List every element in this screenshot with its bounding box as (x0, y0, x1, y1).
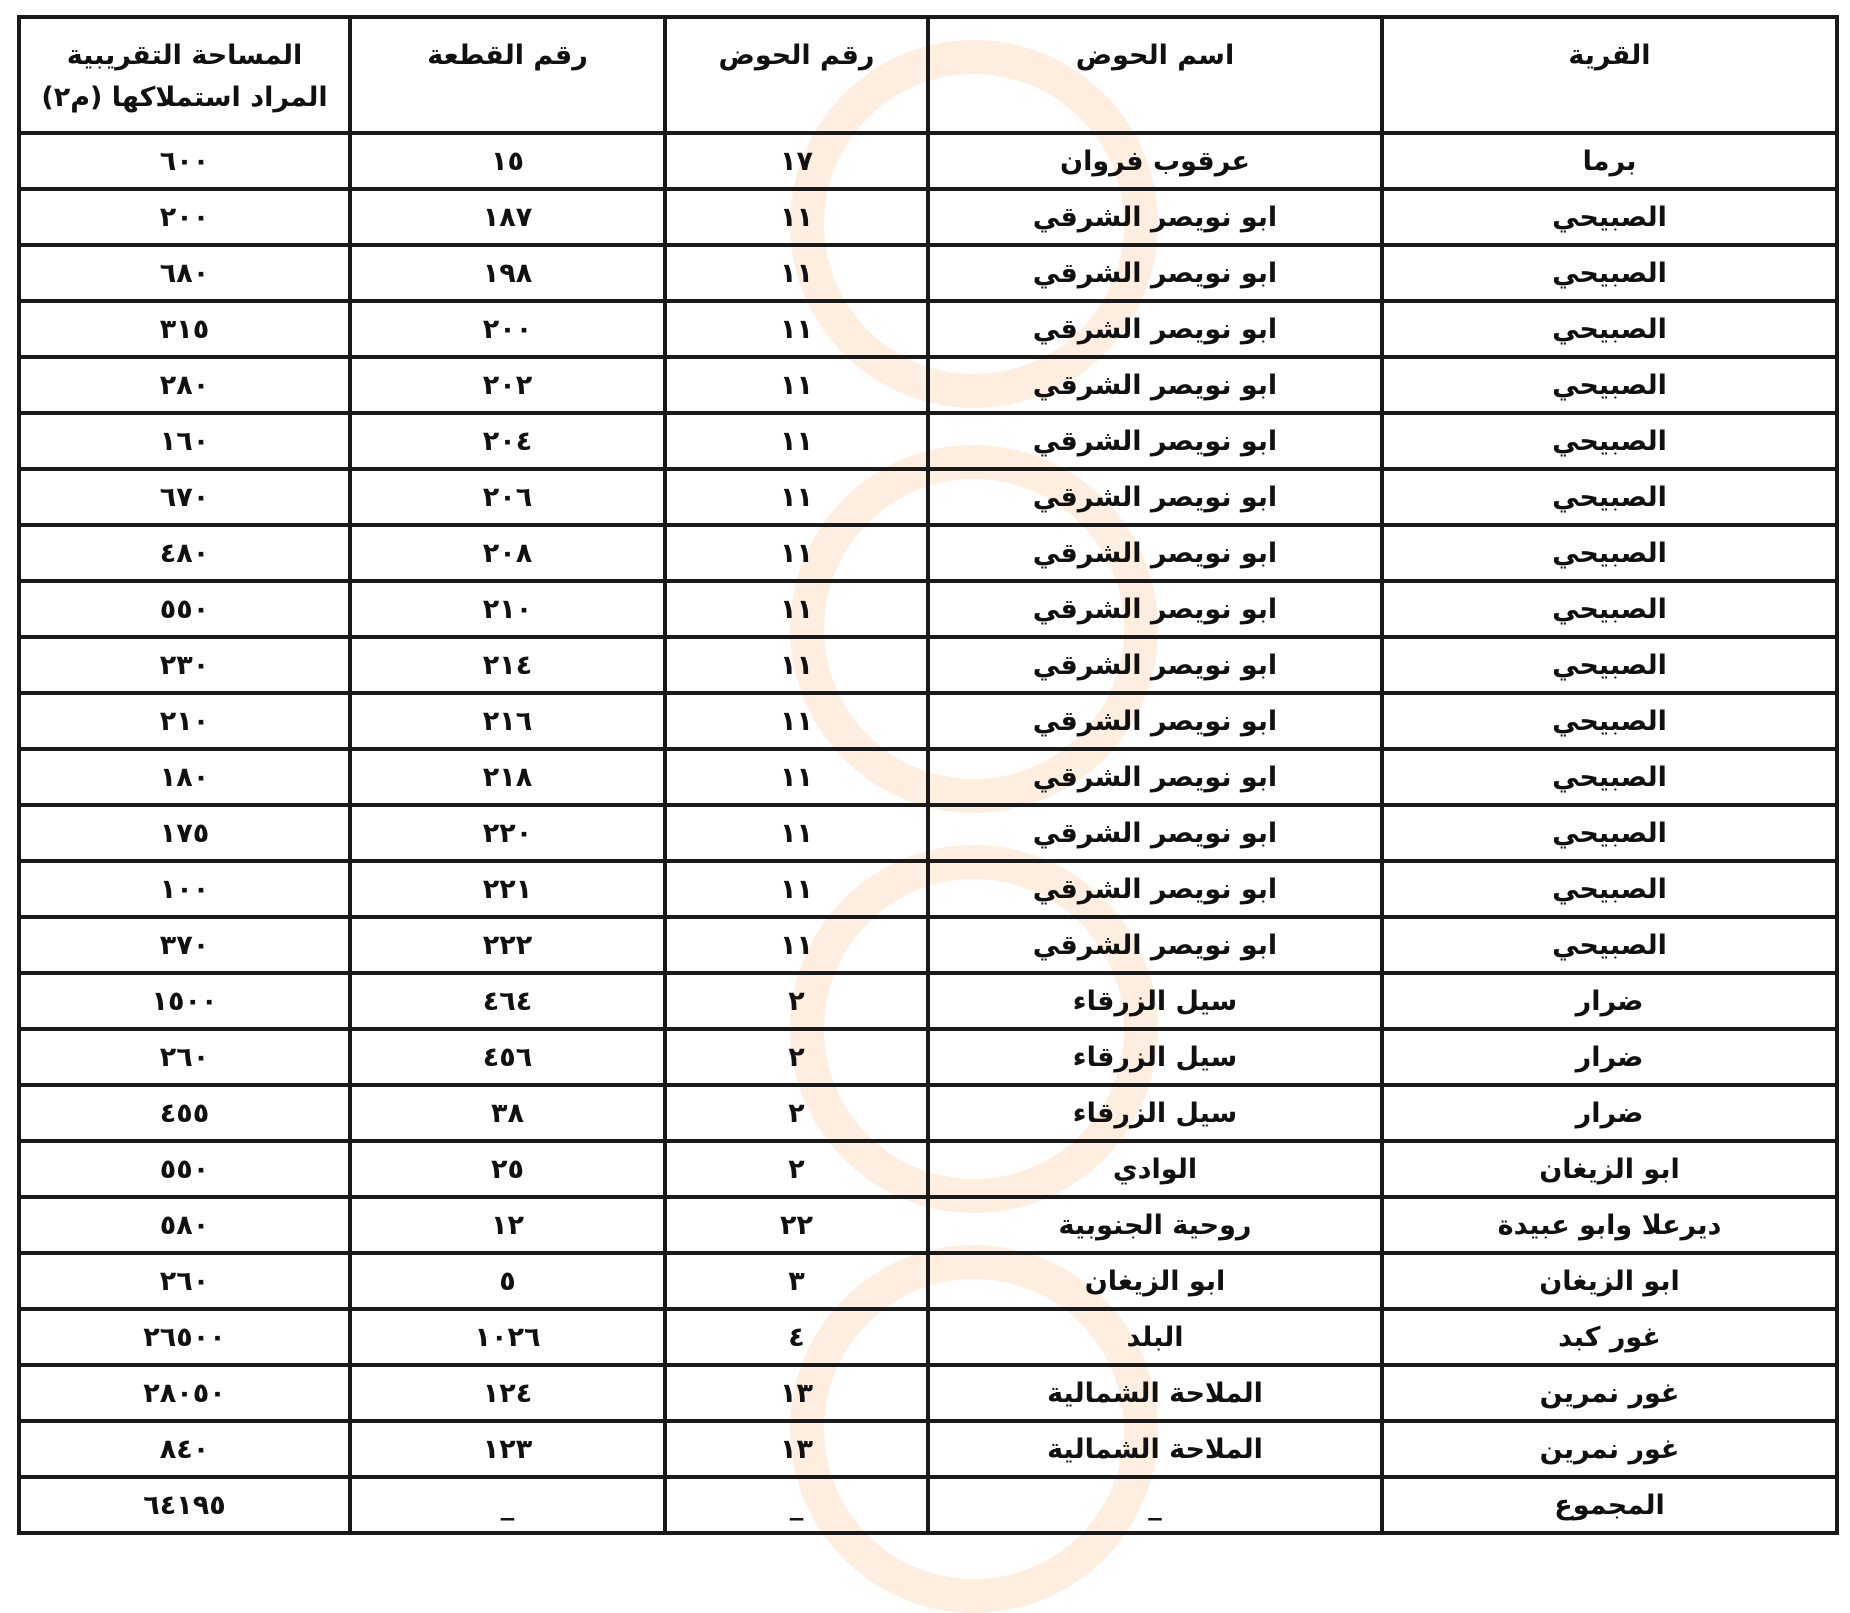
header-plot-no: رقم القطعة (350, 17, 665, 133)
cell-basin-no: ١١ (665, 469, 928, 525)
cell-basin-no: ٢ (665, 1085, 928, 1141)
cell-basin-name: ابو نويصر الشرقي (928, 357, 1382, 413)
cell-plot-no: ١٠٢٦ (350, 1309, 665, 1365)
cell-plot-no: ٢١٤ (350, 637, 665, 693)
cell-area: ٣٧٠ (19, 917, 350, 973)
table-row (19, 133, 1837, 189)
cell-basin-no: _ (665, 1477, 928, 1533)
cell-basin-no: ١٣ (665, 1365, 928, 1421)
cell-village: الصبيحي (1382, 637, 1837, 693)
table-row (19, 861, 1837, 917)
cell-basin-no: ١١ (665, 637, 928, 693)
cell-village: الصبيحي (1382, 749, 1837, 805)
cell-basin-name: ابو نويصر الشرقي (928, 189, 1382, 245)
cell-area: ٨٤٠ (19, 1421, 350, 1477)
total-row (19, 1477, 1837, 1533)
cell-plot-no: ٢٠٠ (350, 301, 665, 357)
cell-area: ٦٤١٩٥ (19, 1477, 350, 1533)
cell-plot-no: ٢١٠ (350, 581, 665, 637)
cell-plot-no: ٢٢٢ (350, 917, 665, 973)
cell-plot-no: ١٢ (350, 1197, 665, 1253)
cell-plot-no: ٢٢٠ (350, 805, 665, 861)
cell-basin-name: ابو نويصر الشرقي (928, 693, 1382, 749)
cell-area: ١٨٠ (19, 749, 350, 805)
cell-area: ٢٦٥٠٠ (19, 1309, 350, 1365)
cell-plot-no: ٤٥٦ (350, 1029, 665, 1085)
cell-village: برما (1382, 133, 1837, 189)
cell-village: المجموع (1382, 1477, 1837, 1533)
cell-village: ضرار (1382, 1029, 1837, 1085)
cell-basin-no: ١١ (665, 525, 928, 581)
cell-area: ٢٦٠ (19, 1029, 350, 1085)
cell-basin-no: ١١ (665, 357, 928, 413)
cell-basin-no: ١١ (665, 581, 928, 637)
cell-basin-name: ابو الزيغان (928, 1253, 1382, 1309)
cell-plot-no: ٢٥ (350, 1141, 665, 1197)
cell-basin-no: ٢٢ (665, 1197, 928, 1253)
cell-plot-no: ١٢٤ (350, 1365, 665, 1421)
table-row (19, 301, 1837, 357)
table-row (19, 189, 1837, 245)
cell-area: ٢٦٠ (19, 1253, 350, 1309)
cell-village: الصبيحي (1382, 469, 1837, 525)
cell-area: ٣١٥ (19, 301, 350, 357)
cell-area: ٥٥٠ (19, 1141, 350, 1197)
cell-area: ٢٣٠ (19, 637, 350, 693)
cell-plot-no: ١٥ (350, 133, 665, 189)
cell-basin-no: ١١ (665, 805, 928, 861)
cell-basin-no: ١١ (665, 917, 928, 973)
table-row (19, 749, 1837, 805)
table-row (19, 1365, 1837, 1421)
cell-village: الصبيحي (1382, 413, 1837, 469)
cell-plot-no: ٤٦٤ (350, 973, 665, 1029)
cell-area: ٦٠٠ (19, 133, 350, 189)
cell-area: ٦٨٠ (19, 245, 350, 301)
cell-basin-name: سيل الزرقاء (928, 1029, 1382, 1085)
cell-basin-name: ابو نويصر الشرقي (928, 917, 1382, 973)
cell-village: الصبيحي (1382, 189, 1837, 245)
table-row (19, 469, 1837, 525)
table-row (19, 1197, 1837, 1253)
cell-area: ٢٨٠٥٠ (19, 1365, 350, 1421)
cell-area: ١٦٠ (19, 413, 350, 469)
cell-basin-name: ابو نويصر الشرقي (928, 301, 1382, 357)
cell-basin-name: ابو نويصر الشرقي (928, 581, 1382, 637)
cell-basin-name: _ (928, 1477, 1382, 1533)
cell-village: ضرار (1382, 973, 1837, 1029)
cell-area: ٢١٠ (19, 693, 350, 749)
cell-basin-name: ابو نويصر الشرقي (928, 245, 1382, 301)
cell-basin-no: ١٧ (665, 133, 928, 189)
table-row (19, 917, 1837, 973)
cell-basin-name: ابو نويصر الشرقي (928, 469, 1382, 525)
cell-village: ضرار (1382, 1085, 1837, 1141)
cell-area: ٥٨٠ (19, 1197, 350, 1253)
cell-village: ابو الزيغان (1382, 1141, 1837, 1197)
cell-plot-no: ٢١٦ (350, 693, 665, 749)
cell-village: غور نمرين (1382, 1365, 1837, 1421)
cell-basin-no: ١١ (665, 245, 928, 301)
table-row (19, 525, 1837, 581)
cell-basin-no: ٣ (665, 1253, 928, 1309)
cell-plot-no: ٢٢١ (350, 861, 665, 917)
cell-village: الصبيحي (1382, 693, 1837, 749)
header-village: القرية (1382, 17, 1837, 133)
cell-basin-no: ٢ (665, 1141, 928, 1197)
cell-basin-no: ٤ (665, 1309, 928, 1365)
cell-basin-name: سيل الزرقاء (928, 973, 1382, 1029)
cell-basin-no: ١١ (665, 693, 928, 749)
table-row (19, 693, 1837, 749)
table-row (19, 637, 1837, 693)
cell-basin-name: ابو نويصر الشرقي (928, 525, 1382, 581)
cell-village: غور كبد (1382, 1309, 1837, 1365)
cell-basin-name: البلد (928, 1309, 1382, 1365)
table-row (19, 1421, 1837, 1477)
cell-basin-name: روحية الجنوبية (928, 1197, 1382, 1253)
cell-village: الصبيحي (1382, 805, 1837, 861)
cell-village: الصبيحي (1382, 861, 1837, 917)
cell-plot-no: ٥ (350, 1253, 665, 1309)
cell-basin-no: ٢ (665, 1029, 928, 1085)
cell-area: ٤٥٥ (19, 1085, 350, 1141)
expropriation-table (17, 15, 1839, 1535)
cell-area: ١٥٠٠ (19, 973, 350, 1029)
cell-area: ٦٧٠ (19, 469, 350, 525)
cell-village: ابو الزيغان (1382, 1253, 1837, 1309)
cell-basin-no: ١١ (665, 301, 928, 357)
cell-area: ٤٨٠ (19, 525, 350, 581)
cell-basin-name: ابو نويصر الشرقي (928, 749, 1382, 805)
table-row (19, 1253, 1837, 1309)
cell-plot-no: ٢٠٤ (350, 413, 665, 469)
cell-basin-name: ابو نويصر الشرقي (928, 413, 1382, 469)
table-row (19, 1309, 1837, 1365)
table-row (19, 413, 1837, 469)
cell-basin-no: ١٣ (665, 1421, 928, 1477)
cell-area: ٢٠٠ (19, 189, 350, 245)
cell-area: ٥٥٠ (19, 581, 350, 637)
header-row (19, 17, 1837, 133)
cell-basin-no: ٢ (665, 973, 928, 1029)
table-row (19, 1029, 1837, 1085)
cell-village: الصبيحي (1382, 525, 1837, 581)
cell-basin-name: ابو نويصر الشرقي (928, 861, 1382, 917)
cell-basin-name: الملاحة الشمالية (928, 1365, 1382, 1421)
cell-plot-no: ٣٨ (350, 1085, 665, 1141)
table-row (19, 245, 1837, 301)
table-row (19, 581, 1837, 637)
cell-basin-no: ١١ (665, 749, 928, 805)
cell-village: الصبيحي (1382, 357, 1837, 413)
cell-plot-no: ١٩٨ (350, 245, 665, 301)
cell-plot-no: ٢٠٨ (350, 525, 665, 581)
cell-basin-name: الوادي (928, 1141, 1382, 1197)
cell-plot-no: ٢٠٦ (350, 469, 665, 525)
cell-basin-name: الملاحة الشمالية (928, 1421, 1382, 1477)
table-row (19, 1085, 1837, 1141)
cell-basin-no: ١١ (665, 861, 928, 917)
cell-area: ١٧٥ (19, 805, 350, 861)
header-basin-no: رقم الحوض (665, 17, 928, 133)
cell-basin-no: ١١ (665, 189, 928, 245)
table-row (19, 973, 1837, 1029)
table-row (19, 1141, 1837, 1197)
cell-area: ٢٨٠ (19, 357, 350, 413)
cell-village: الصبيحي (1382, 917, 1837, 973)
cell-village: الصبيحي (1382, 581, 1837, 637)
cell-basin-name: سيل الزرقاء (928, 1085, 1382, 1141)
cell-plot-no: ١٢٣ (350, 1421, 665, 1477)
cell-basin-name: عرقوب فروان (928, 133, 1382, 189)
cell-basin-name: ابو نويصر الشرقي (928, 805, 1382, 861)
table-row (19, 805, 1837, 861)
header-area: المساحة التقريبية المراد استملاكها (م٢) (19, 17, 350, 133)
cell-village: الصبيحي (1382, 301, 1837, 357)
cell-basin-name: ابو نويصر الشرقي (928, 637, 1382, 693)
cell-village: غور نمرين (1382, 1421, 1837, 1477)
table-row (19, 357, 1837, 413)
cell-plot-no: ٢٠٢ (350, 357, 665, 413)
cell-plot-no: _ (350, 1477, 665, 1533)
header-basin-name: اسم الحوض (928, 17, 1382, 133)
cell-basin-no: ١١ (665, 413, 928, 469)
cell-area: ١٠٠ (19, 861, 350, 917)
cell-plot-no: ١٨٧ (350, 189, 665, 245)
cell-village: الصبيحي (1382, 245, 1837, 301)
cell-plot-no: ٢١٨ (350, 749, 665, 805)
cell-village: ديرعلا وابو عبيدة (1382, 1197, 1837, 1253)
